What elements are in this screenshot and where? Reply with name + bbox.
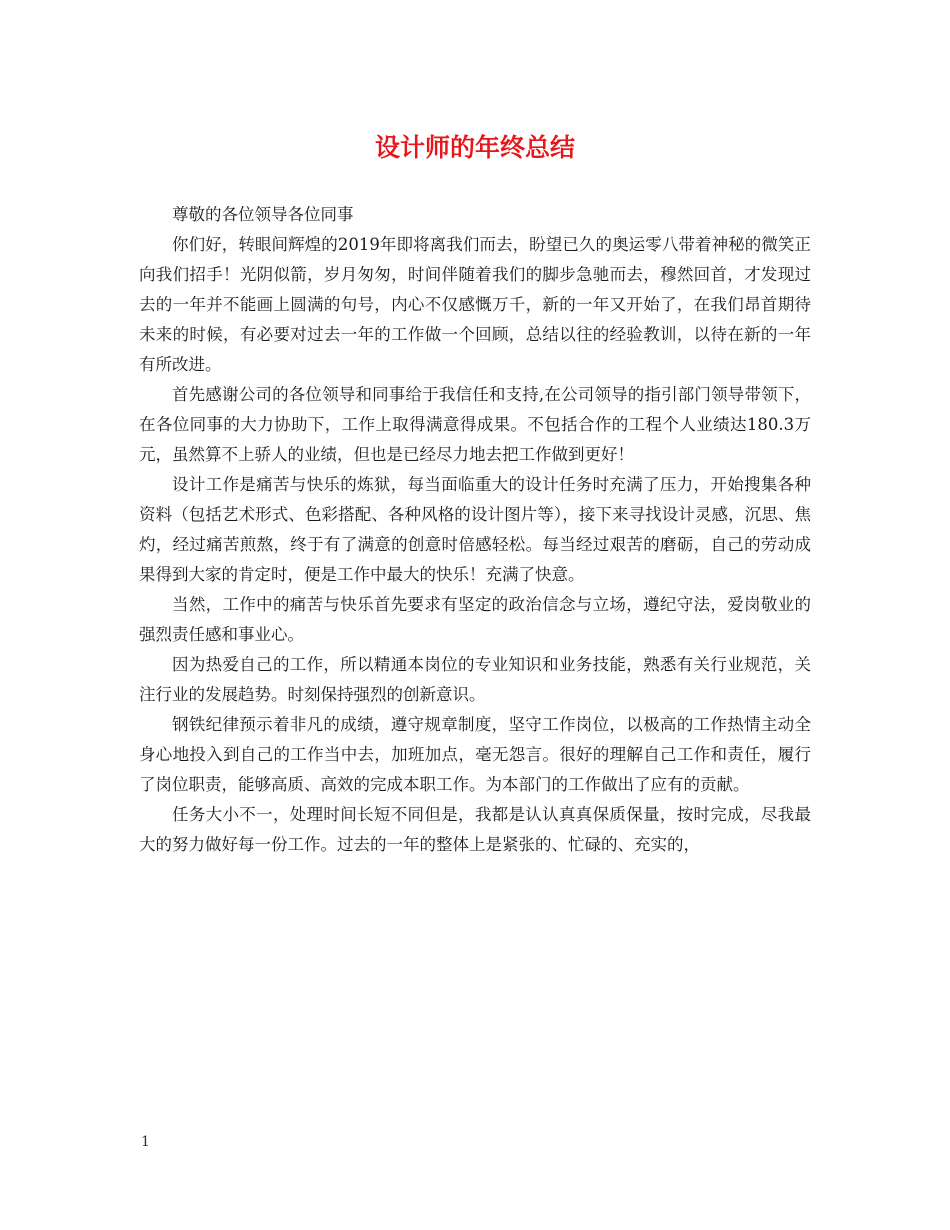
greeting-paragraph: 尊敬的各位领导各位同事 — [172, 205, 354, 224]
body-paragraph: 因为热爱自己的工作，所以精通本岗位的专业知识和业务技能，熟悉有关行业规范，关注行业的发展趋势。时刻保持强烈的创新意识。 — [139, 655, 811, 704]
body-paragraph: 设计工作是痛苦与快乐的炼狱，每当面临重大的设计任务时充满了压力，开始搜集各种资料（包括艺术形式、色彩搭配、各种风格的设计图片等），接下来寻找设计灵感，沉思、焦灼，经过痛苦煎熬，终于有了满意的创意时倍感轻松。每当经过艰苦的磨砺，自己的劳动成果得到大家的肯定时，便是工作中最大的快乐！充满了快意。 — [139, 475, 811, 584]
body-paragraph: 当然，工作中的痛苦与快乐首先要求有坚定的政治信念与立场，遵纪守法，爱岗敬业的强烈责任感和事业心。 — [139, 595, 811, 644]
document-body — [139, 200, 811, 860]
page-number: 1 — [141, 1134, 150, 1150]
body-paragraph: 钢铁纪律预示着非凡的成绩，遵守规章制度，坚守工作岗位，以极高的工作热情主动全身心地投入到自己的工作当中去，加班加点，毫无怨言。很好的理解自己工作和责任，履行了岗位职责，能够高质、高效的完成本职工作。为本部门的工作做出了应有的贡献。 — [139, 715, 811, 794]
body-paragraph: 任务大小不一，处理时间长短不同但是，我都是认认真真保质保量，按时完成，尽我最大的努力做好每一份工作。过去的一年的整体上是紧张的、忙碌的、充实的， — [139, 805, 811, 854]
body-paragraph: 你们好，转眼间辉煌的2019年即将离我们而去，盼望已久的奥运零八带着神秘的微笑正向我们招手！光阴似箭，岁月匆匆，时间伴随着我们的脚步急驰而去，穆然回首，才发现过去的一年并不能画上圆满的句号，内心不仅感慨万千，新的一年又开始了，在我们昂首期待未来的时候，有必要对过去一年的工作做一个回顾，总结以往的经验教训，以待在新的一年有所改进。 — [139, 235, 811, 374]
document-title: 设计师的年终总结 — [374, 133, 575, 162]
body-paragraph: 首先感谢公司的各位领导和同事给于我信任和支持,在公司领导的指引部门领导带领下，在各位同事的大力协助下，工作上取得满意得成果。不包括合作的工程个人业绩达180.3万元，虽然算不上骄人的业绩，但也是已经尽力地去把工作做到更好！ — [139, 385, 811, 464]
